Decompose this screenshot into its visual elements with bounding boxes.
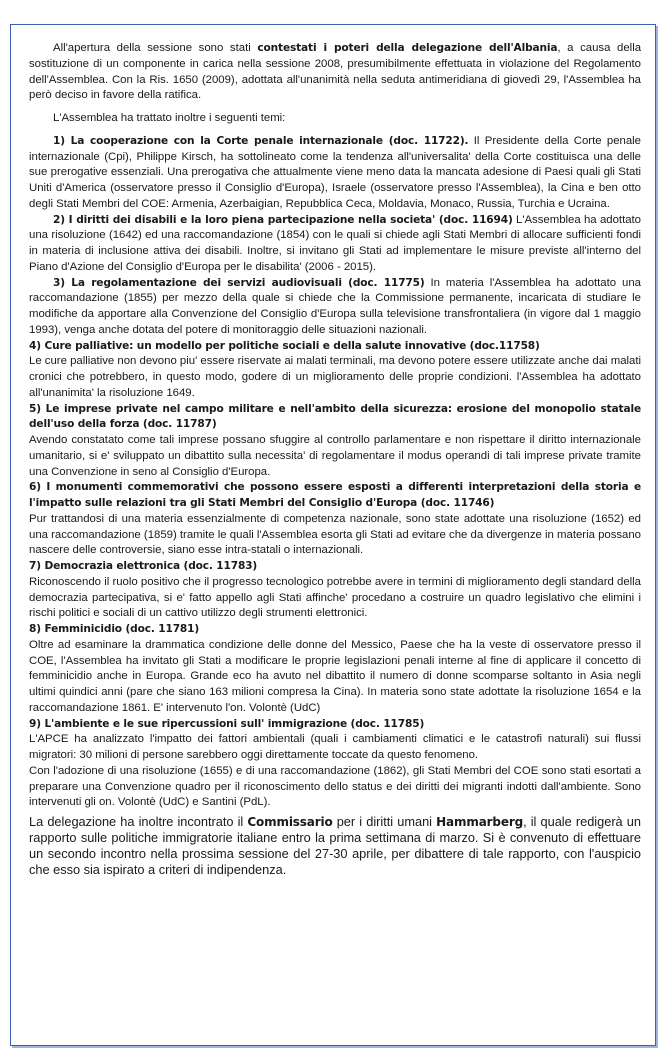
themes-intro: L'Assemblea ha trattato inoltre i seguenti temi: — [53, 112, 286, 124]
closing-bold-1: Commissario — [247, 815, 333, 829]
intro-text-2: , a causa della sostituzione di un componente in carica nella sessione 2008, presumibilmente effettuata in violazione del Regolamento dell'Assemblea. Con la Ris. 1650 (2009), adottata all'unanimità nella seduta antimeridiana di giovedì 29, l'Assemblea ha però deciso in favore della ratifica. — [29, 42, 641, 102]
text-box-frame — [10, 24, 656, 1046]
item-1-body: Il Presidente della Corte penale internazionale (Cpi), Philippe Kirsch, ha sottolineato come la tendenza all'universalita' della Corte costituisca una delle sue prerogative essenziali. Una prerogativa che attualmente viene meno data la mancata adesione di Paesi quali gli Stati Uniti d'America (osservatore presso il Consiglio d'Europa), Israele (osservatore presso l'Assemblea), la Cina e ben otto degli Stati Membri del COE: Armenia, Azerbaigian, Repubblica Ceca, Moldavia, Monaco, Russia, Turchia e Ucraina. — [29, 134, 641, 210]
item-9-body-2: Con l'adozione di una risoluzione (1655) e di una raccomandazione (1862), gli Stati Membri del COE sono stati esortati a preparare una Convenzione quadro per il riconoscimento dello status e dei diritti dei migranti indotti dall'ambiente. Sono intervenuti gli on. Volontè (UdC) e Santini (PdL). — [29, 764, 641, 809]
item-7-heading: 7) Democrazia elettronica (doc. 11783) — [29, 560, 258, 572]
item-9-heading: 9) L'ambiente e le sue ripercussioni sull' immigrazione (doc. 11785) — [29, 717, 425, 730]
document-body — [29, 41, 641, 1035]
item-2 — [29, 213, 641, 276]
closing-paragraph — [29, 814, 641, 878]
item-3-heading: 3) La regolamentazione dei servizi audiovisuali (doc. 11775) — [53, 276, 425, 289]
item-5-body: Avendo constatato come tali imprese possano sfuggire al controllo parlamentare e non rispettare il diritto internazionale umanitario, si e' sviluppato un dibattito sulla necessita' di regolamentare il modus operandi di tali imprese private tramite una Convenzione in seno al Consiglio d'Europa. — [29, 434, 641, 478]
item-4-body: Le cure palliative non devono piu' essere riservate ai malati terminali, ma devono potere essere utilizzate anche dai malati cronici che potrebbero, in questo modo, godere di un miglioramento delle proprie condizioni. l'Assemblea ha adottato all'unanimita' la risoluzione 1649. — [29, 355, 641, 399]
item-8-heading: 8) Femminicidio (doc. 11781) — [29, 623, 200, 635]
item-6-body: Pur trattandosi di una materia essenzialmente di competenza nazionale, sono state adottate una risoluzione (1652) ed una raccomandazione (1859) tramite le quali l'Assemblea esorta gli Stati ad evitare che da divergenze in materia possano nascere delle controversie, siano esse intra-statali o internazionali. — [29, 512, 641, 557]
item-2-body: L'Assemblea ha adottato una risoluzione (1642) ed una raccomandazione (1854) con le quali si chiede agli Stati Membri di allocare sufficienti fondi in materia di inclusione attiva dei disabili. Inoltre, si invitano gli Stati ad implementare le misure previste all'interno del Piano d'Azione del Consiglio d'Europa per le disabilita' (2006 - 2015). — [29, 213, 641, 273]
item-1 — [29, 134, 641, 213]
intro-text-1: All'apertura della sessione sono stati — [53, 42, 258, 54]
item-5-heading: 5) Le imprese private nel campo militare e nell'ambito della sicurezza: erosione del monopolio statale dell'uso della forza (doc. 11787) — [29, 402, 641, 431]
item-8-body: Oltre ad esaminare la drammatica condizione delle donne del Messico, Paese che ha la veste di osservatore presso il COE, l'Assemblea ha invitato gli Stati a modificare le proprie legislazioni penali interne al fine di applicare il concetto di femminicidio anche in Europa. Grande eco ha avuto nel dibattito il numero di donne scomparse soltanto in Asia negli ultimi quindici anni (pare che siano 163 milioni compresa la Cina). In materia sono state adottate la risoluzione 1654 e la raccomandazione 1861. E' intervenuto l'on. Volontè (UdC) — [29, 638, 641, 714]
item-6-heading: 6) I monumenti commemorativi che possono essere esposti a differenti interpretazioni della storia e l'impatto sulle relazioni tra gli Stati Membri del Consiglio d'Europa (doc. 11746) — [29, 481, 641, 509]
item-2-heading: 2) I diritti dei disabili e la loro piena partecipazione nella societa' (doc. 11694) — [53, 213, 513, 226]
item-1-heading: 1) La cooperazione con la Corte penale internazionale (doc. 11722). — [53, 134, 469, 147]
intro-paragraph — [29, 41, 641, 104]
intro-bold: contestati i poteri della delegazione dell'Albania — [257, 42, 558, 54]
closing-text-3: , il quale redigerà un rapporto sulle politiche immigratorie italiane entro la prima settimana di marzo. Si è convenuto di effettuare un secondo incontro nella prossima sessione del 27-30 aprile, per dibattere di tale rapporto, con l'auspicio che esso sia ispirato a criteri di indipendenza. — [29, 814, 641, 878]
item-3-body: In materia l'Assemblea ha adottato una raccomandazione (1855) per mezzo della quale si chiede che la Commissione permanente, incaricata di studiare le modifiche da apportare alla Convenzione del Consiglio d'Europa sulla televisione transfrontaliera (in vigore dal 1 maggio 1993), venga anche dotata del potere di monitoraggio delle situazioni nazionali. — [29, 276, 641, 336]
item-4-heading: 4) Cure palliative: un modello per politiche sociali e della salute innovative (doc.11758) — [29, 339, 540, 352]
item-9-body: L'APCE ha analizzato l'impatto dei fattori ambientali (quali i cambiamenti climatici e le catastrofi naturali) sui flussi migratori: 30 milioni di persone sarebbero oggi direttamente toccate da questo fenomeno. — [29, 733, 641, 761]
closing-bold-2: Hammarberg — [436, 815, 524, 829]
item-3 — [29, 276, 641, 339]
closing-text-2: per i diritti umani — [332, 814, 437, 829]
closing-text-1: La delegazione ha inoltre incontrato il — [29, 814, 248, 829]
item-7-body: Riconoscendo il ruolo positivo che il progresso tecnologico potrebbe avere in termini di miglioramento degli standard della democrazia partecipativa, si e' fatto appello agli Stati affinche' procedano a costruire un quadro legislativo che elimini i rischi politici e sociali di un cattivo utilizzo degli strumenti elettronici. — [29, 575, 641, 620]
